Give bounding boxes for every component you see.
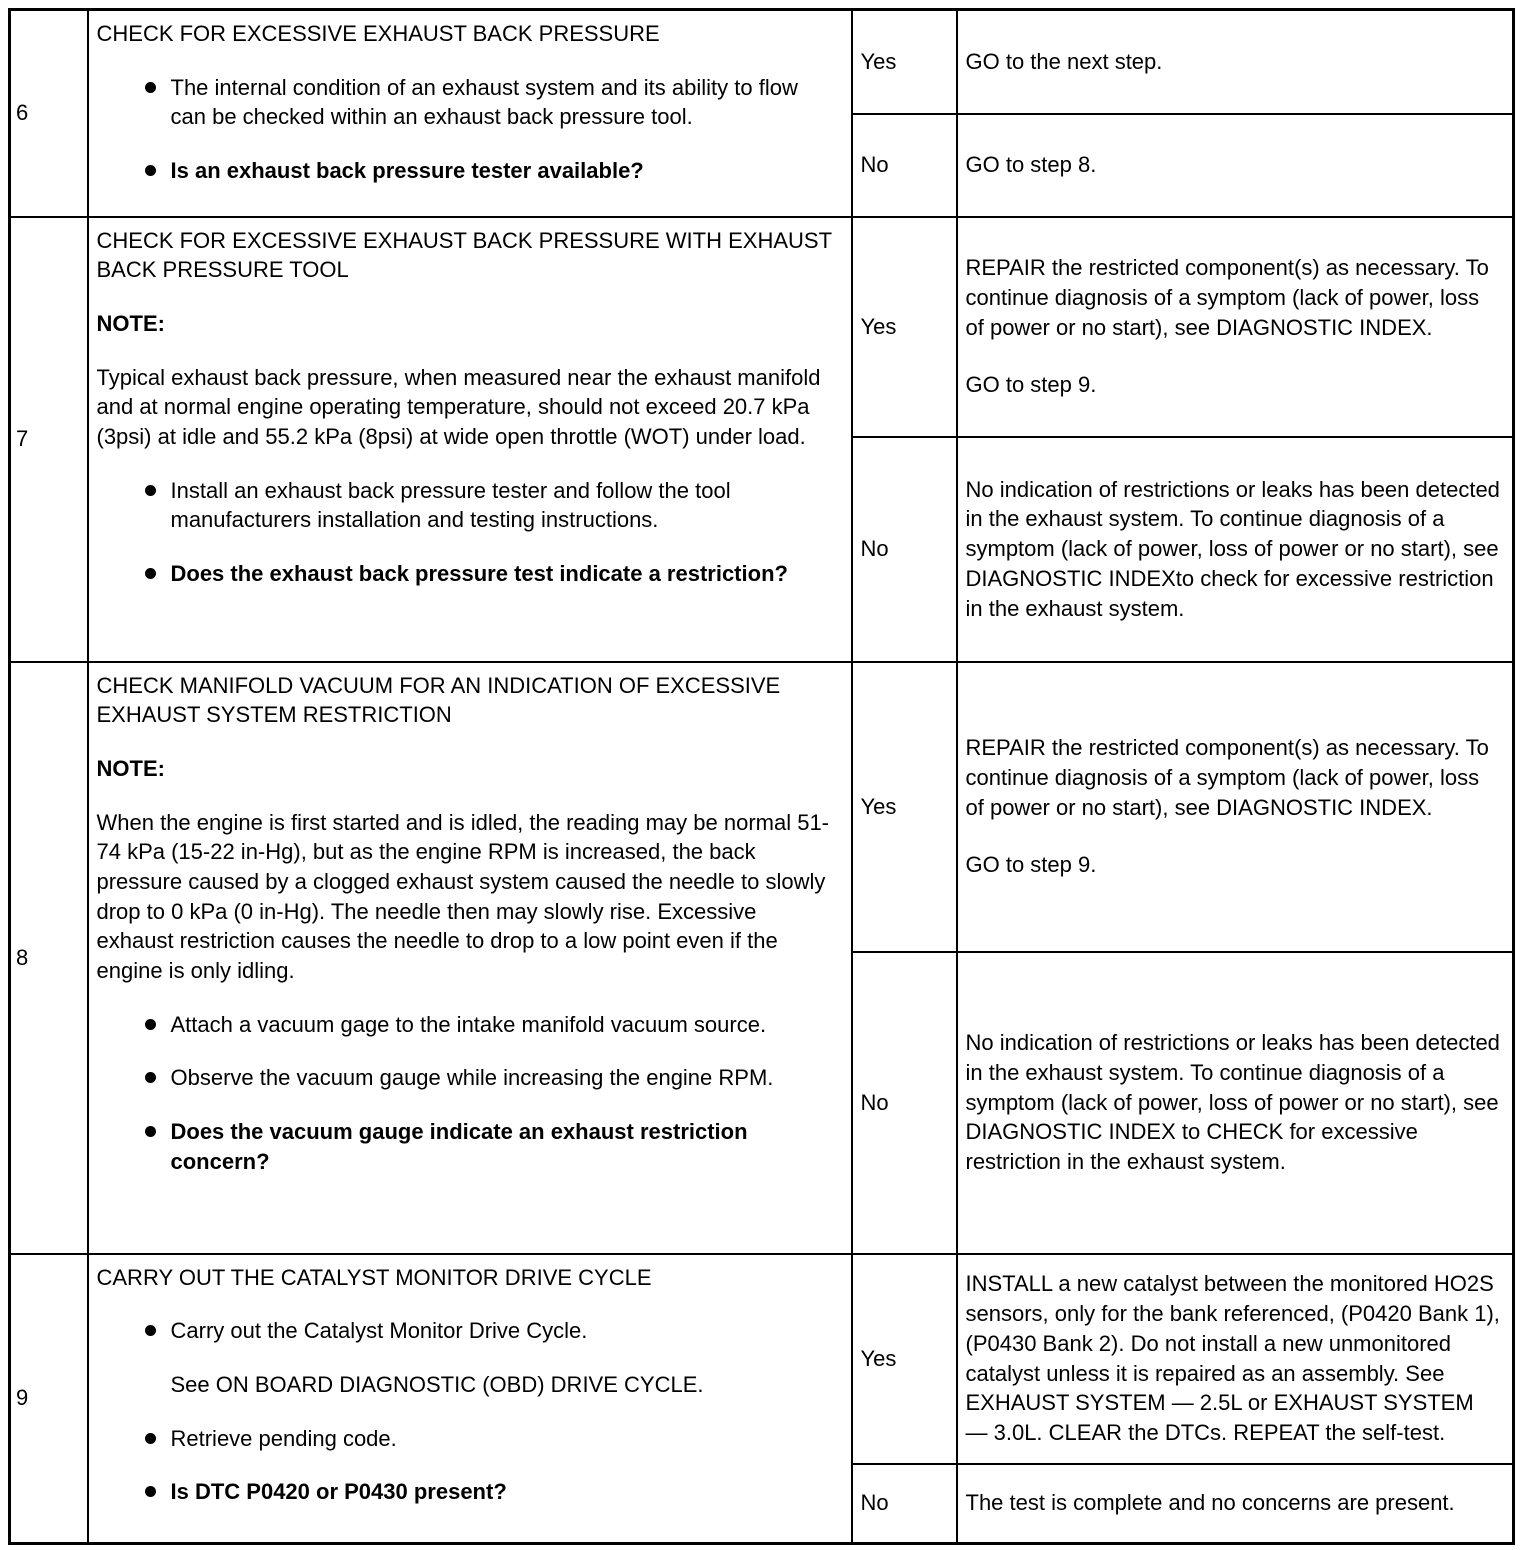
step-8-number: 8 [10, 662, 88, 1254]
step-9-action-no [957, 1464, 1514, 1544]
step-6-answer-no: No [852, 114, 957, 217]
bullet-question-text: Is DTC P0420 or P0430 present? [170, 1479, 507, 1505]
action-paragraph: REPAIR the restricted component(s) as necessary. To continue diagnosis of a symptom (lack of power, loss of power or no start), see DIAGNOSTIC INDEX. [965, 735, 1489, 820]
bullet-question-text: Is an exhaust back pressure tester available? [170, 158, 644, 184]
action-paragraph: GO to step 9. [965, 372, 1097, 398]
action-paragraph: GO to step 9. [965, 852, 1097, 878]
bullet-text: Attach a vacuum gage to the intake manifold vacuum source. [170, 1011, 767, 1037]
action-paragraph: INSTALL a new catalyst between the monitored HO2S sensors, only for the bank referenced, (P0420 Bank 1), (P0430 Bank 2). Do not install a new unmonitored catalyst unless it is repaired as an assembly. See EXHAUST SYSTEM — 2.5L or EXHAUST SYSTEM — 3.0L. CLEAR the DTCs. REPEAT the self-test. [965, 1271, 1500, 1445]
bullet-icon [145, 1072, 156, 1083]
action-paragraph: GO to step 8. [965, 152, 1097, 178]
step-7-action-no [957, 437, 1514, 662]
bullet-text: Observe the vacuum gauge while increasing the engine RPM. [170, 1065, 774, 1091]
step-8-row-yes [10, 662, 1514, 952]
step-8-title: CHECK MANIFOLD VACUUM FOR AN INDICATION OF EXCESSIVE EXHAUST SYSTEM RESTRICTION [96, 672, 781, 728]
step-7-answer-no: No [852, 437, 957, 662]
pinpoint-test-table [8, 8, 1515, 1545]
step-8-action-no [957, 952, 1514, 1254]
step-7-answer-yes: Yes [852, 217, 957, 437]
action-paragraph: GO to the next step. [965, 48, 1163, 74]
bullet-item [145, 476, 839, 535]
action-paragraph: No indication of restrictions or leaks has been detected in the exhaust system. To continue diagnosis of a symptom (lack of power, loss of power or no start), see DIAGNOSTIC INDEXto check for excessive restriction in the exhaust system. [965, 476, 1500, 621]
bullet-question-text: Does the exhaust back pressure test indicate a restriction? [170, 561, 788, 586]
step-8-answer-yes: Yes [852, 662, 957, 952]
bullet-icon [145, 1126, 156, 1137]
bullet-item [145, 1424, 839, 1454]
step-9-number: 9 [10, 1254, 88, 1544]
bullet-icon [145, 568, 156, 579]
step-6-number: 6 [10, 10, 88, 217]
bullet-icon [145, 1325, 156, 1336]
bullet-item [145, 156, 839, 186]
step-8-answer-no: No [852, 952, 957, 1254]
step-8-description-cell [88, 662, 852, 1254]
step-6-action-yes [957, 10, 1514, 114]
bullet-icon [145, 165, 156, 176]
bullet-icon [145, 485, 156, 496]
step-9-title: CARRY OUT THE CATALYST MONITOR DRIVE CYCLE [96, 1264, 652, 1290]
bullet-text: Install an exhaust back pressure tester and follow the tool manufacturers installation and testing instructions. [170, 477, 731, 533]
step-7-title: CHECK FOR EXCESSIVE EXHAUST BACK PRESSURE WITH EXHAUST BACK PRESSURE TOOL [96, 227, 832, 283]
bullet-item [145, 1477, 839, 1507]
step-6-title: CHECK FOR EXCESSIVE EXHAUST BACK PRESSURE [96, 21, 660, 46]
note-label: NOTE: [96, 755, 165, 781]
step-7-number: 7 [10, 217, 88, 662]
step-9-action-yes [957, 1254, 1514, 1464]
bullet-icon [145, 82, 156, 93]
step-9-answer-no: No [852, 1464, 957, 1544]
bullet-icon [145, 1433, 156, 1444]
note-text: When the engine is first started and is idled, the reading may be normal 51-74 kPa (15-22 in-Hg), but as the engine RPM is increased, the back pressure caused by a clogged exhaust system caused the needle to slowly drop to 0 kPa (0 in-Hg). The needle then may slowly rise. Excessive exhaust restriction causes the needle to drop to a low point even if the engine is only idling. [96, 809, 830, 983]
step-8-action-yes [957, 662, 1514, 952]
bullet-item [145, 1063, 839, 1093]
bullet-question-text: Does the vacuum gauge indicate an exhaust restriction concern? [170, 1119, 748, 1174]
action-paragraph: The test is complete and no concerns are present. [965, 1490, 1455, 1516]
bullet-item [145, 73, 839, 132]
step-7-row-yes [10, 217, 1514, 437]
bullet-item [145, 1316, 839, 1346]
step-9-answer-yes: Yes [852, 1254, 957, 1464]
bullet-text: Carry out the Catalyst Monitor Drive Cycle. [170, 1318, 588, 1344]
step-6-row-yes [10, 10, 1514, 114]
note-text: Typical exhaust back pressure, when measured near the exhaust manifold and at normal engine operating temperature, should not exceed 20.7 kPa (3psi) at idle and 55.2 kPa (8psi) at wide open throttle (WOT) under load. [96, 364, 821, 449]
step-6-description-cell [88, 10, 852, 217]
bullet-text: Retrieve pending code. [170, 1425, 397, 1451]
bullet-icon [145, 1486, 156, 1497]
action-paragraph: REPAIR the restricted component(s) as necessary. To continue diagnosis of a symptom (lack of power, loss of power or no start), see DIAGNOSTIC INDEX. [965, 255, 1489, 340]
action-paragraph: No indication of restrictions or leaks has been detected in the exhaust system. To continue diagnosis of a symptom (lack of power, loss of power or no start), see DIAGNOSTIC INDEX to CHECK for excessive restriction in the exhaust system. [965, 1030, 1500, 1175]
bullet-text: The internal condition of an exhaust system and its ability to flow can be checked within an exhaust back pressure tool. [170, 74, 798, 130]
step-7-description-cell [88, 217, 852, 662]
bullet-item [145, 559, 839, 589]
bullet-item [145, 1117, 839, 1176]
bullet-icon [145, 1019, 156, 1030]
bullet-item [145, 1010, 839, 1040]
step-9-description-cell [88, 1254, 852, 1544]
bullet-subtext: See ON BOARD DIAGNOSTIC (OBD) DRIVE CYCLE. [170, 1371, 704, 1397]
note-label: NOTE: [96, 310, 165, 336]
step-6-action-no [957, 114, 1514, 217]
step-9-row-yes [10, 1254, 1514, 1464]
step-6-answer-yes: Yes [852, 10, 957, 114]
step-7-action-yes [957, 217, 1514, 437]
